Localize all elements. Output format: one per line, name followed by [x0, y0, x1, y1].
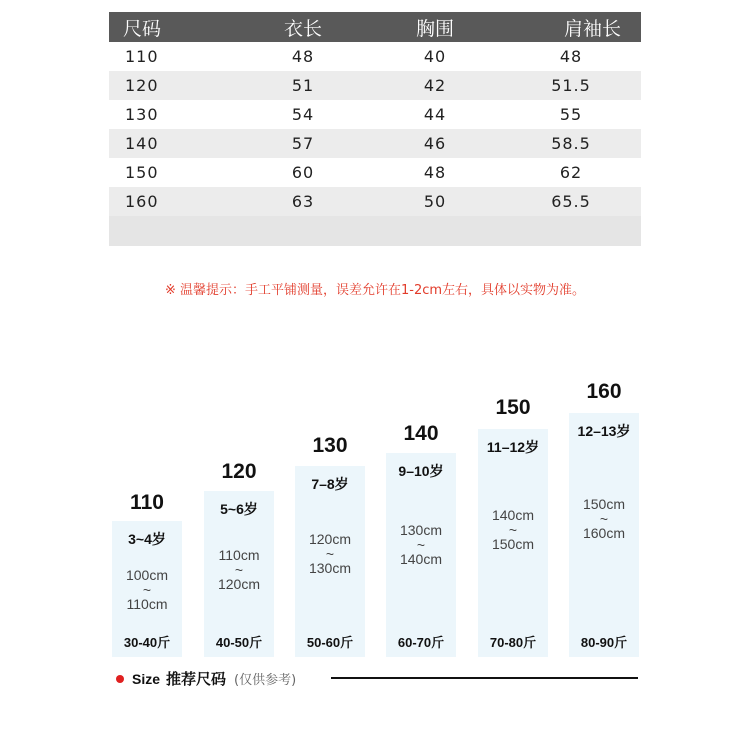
legend-size-label: Size: [132, 670, 161, 687]
table-cell: 57: [291, 134, 315, 153]
height-range: [478, 507, 548, 553]
table-row: [109, 42, 641, 71]
legend: [116, 668, 296, 689]
legend-note: (仅供参考): [234, 673, 297, 688]
height-separator: ~: [234, 562, 244, 578]
table-cell: 51: [291, 76, 315, 95]
height-value: 130cm: [308, 560, 352, 576]
height-separator: ~: [599, 511, 609, 527]
red-dot-icon: [116, 675, 124, 683]
legend-title: 推荐尺码: [166, 670, 227, 688]
height-value: 160cm: [582, 525, 626, 541]
table-cell: 65.5: [551, 192, 591, 211]
height-range: [112, 567, 182, 613]
age-range: 5~6岁: [220, 501, 258, 517]
size-bar: [112, 521, 182, 657]
size-label: 140: [403, 422, 439, 445]
legend-divider: [331, 677, 638, 679]
age-range: 11–12岁: [486, 439, 540, 455]
table-cell: 51.5: [551, 76, 591, 95]
table-cell: 50: [423, 192, 447, 211]
height-range: [569, 496, 639, 542]
table-cell: 110: [125, 47, 159, 66]
size-bar: [569, 413, 639, 657]
size-label: 160: [586, 380, 622, 403]
age-range: 7–8岁: [311, 476, 349, 492]
height-range: [204, 547, 274, 593]
weight-range: 40-50斤: [215, 635, 263, 650]
table-blank-row: [109, 216, 641, 246]
height-value: 140cm: [399, 551, 443, 567]
table-row: [109, 187, 641, 216]
height-value: 100cm: [125, 567, 169, 583]
measurement-tip: ※ 温馨提示：手工平铺测量，误差允许在1-2cm左右，具体以实物为准。: [164, 283, 586, 298]
table-cell: 48: [423, 163, 447, 182]
height-separator: ~: [325, 546, 335, 562]
height-value: 110cm: [218, 547, 260, 563]
height-value: 150cm: [582, 496, 626, 512]
height-value: 140cm: [491, 507, 535, 523]
table-cell: 44: [423, 105, 447, 124]
height-value: 150cm: [491, 536, 535, 552]
header-size: 尺码: [123, 17, 162, 40]
table-cell: 40: [423, 47, 447, 66]
size-label: 110: [130, 491, 164, 514]
weight-range: 60-70斤: [397, 635, 445, 650]
table-cell: 60: [291, 163, 315, 182]
table-header: [109, 12, 641, 42]
weight-range: 50-60斤: [306, 635, 354, 650]
weight-range: 70-80斤: [489, 635, 537, 650]
table-cell: 160: [125, 192, 159, 211]
height-value: 120cm: [217, 576, 261, 592]
height-range: [386, 522, 456, 568]
size-bar: [295, 466, 365, 657]
table-cell: 130: [125, 105, 159, 124]
height-separator: ~: [508, 522, 518, 538]
table-cell: 63: [291, 192, 315, 211]
size-label: 150: [495, 396, 531, 419]
height-separator: ~: [142, 582, 152, 598]
table-cell: 62: [559, 163, 583, 182]
table-cell: 55: [559, 105, 583, 124]
table-cell: 120: [125, 76, 159, 95]
table-row: [109, 71, 641, 100]
size-bar: [478, 429, 548, 657]
table-row: [109, 100, 641, 129]
table-row: [109, 129, 641, 158]
height-separator: ~: [416, 537, 426, 553]
weight-range: 30-40斤: [123, 635, 171, 650]
table-cell: 54: [291, 105, 315, 124]
table-cell: 42: [423, 76, 447, 95]
size-table: [109, 12, 641, 246]
table-cell: 46: [423, 134, 447, 153]
age-range: 3~4岁: [128, 531, 166, 547]
size-bar: [204, 491, 274, 657]
height-value: 130cm: [399, 522, 443, 538]
age-range: 9–10岁: [398, 463, 444, 479]
header-chest: 胸围: [415, 17, 454, 40]
age-range: 12–13岁: [577, 423, 631, 439]
table-cell: 58.5: [551, 134, 591, 153]
table-cell: 150: [125, 163, 159, 182]
table-cell: 48: [559, 47, 583, 66]
height-value: 110cm: [126, 596, 168, 612]
height-range: [295, 531, 365, 577]
table-body: [109, 42, 641, 216]
size-label: 120: [221, 460, 257, 483]
table-cell: 140: [125, 134, 159, 153]
header-length: 衣长: [283, 17, 322, 40]
size-label: 130: [312, 434, 348, 457]
height-value: 120cm: [308, 531, 352, 547]
table-cell: 48: [291, 47, 315, 66]
header-sleeve: 肩袖长: [563, 17, 621, 40]
weight-range: 80-90斤: [580, 635, 628, 650]
size-bar: [386, 453, 456, 657]
table-row: [109, 158, 641, 187]
